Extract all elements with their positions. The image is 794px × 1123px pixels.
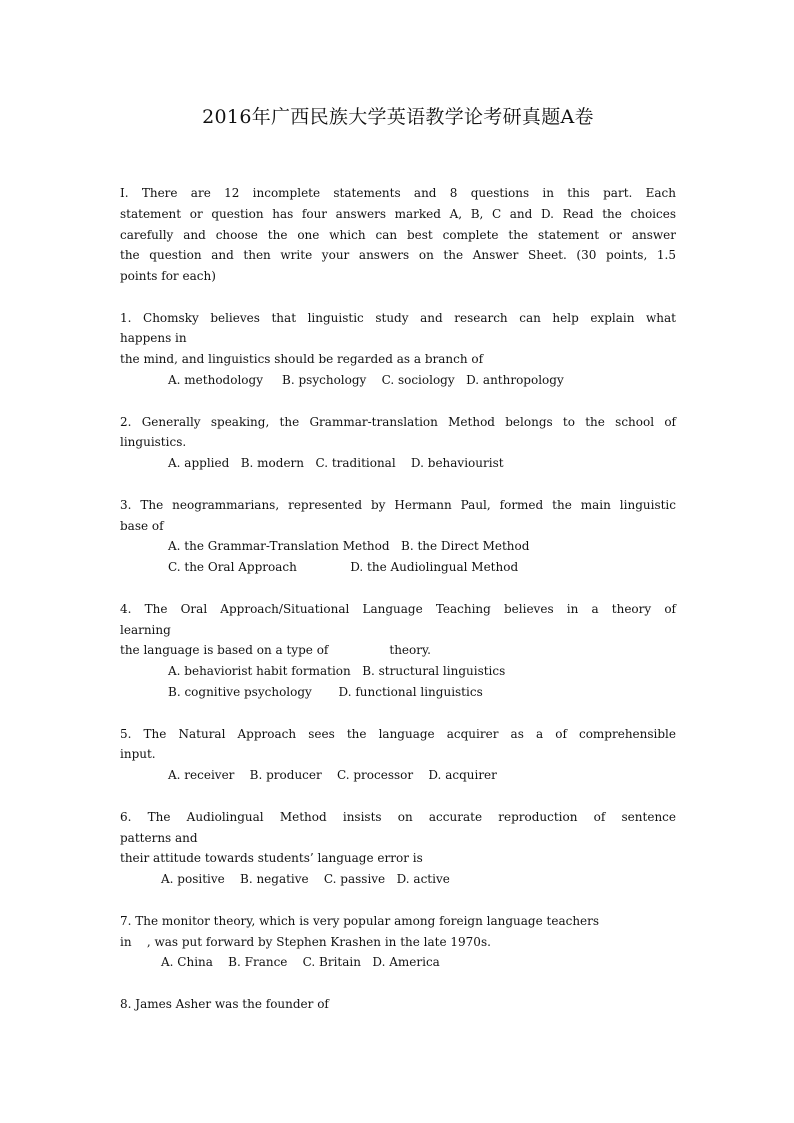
- question-line: patterns and: [120, 831, 198, 845]
- question-line: 7. The monitor theory, which is very popular among foreign language teachers: [120, 914, 600, 928]
- answer-options: A. applied B. modern C. traditional D. behaviourist: [168, 456, 504, 470]
- question-line: 8. James Asher was the founder of: [120, 997, 329, 1011]
- question-line: 4. The Oral Approach/Situational Language Teaching believes in a theory of: [120, 602, 676, 616]
- question-line: in , was put forward by Stephen Krashen in the late 1970s.: [120, 935, 491, 949]
- intro-line: points for each): [120, 269, 216, 283]
- question-line: base of: [120, 519, 164, 533]
- question-line: 6. The Audiolingual Method insists on accurate reproduction of sentence: [120, 810, 676, 824]
- page-title: 2016年广西民族大学英语教学论考研真题A卷: [202, 106, 594, 128]
- intro-line: I. There are 12 incomplete statements and 8 questions in this part. Each: [120, 186, 676, 200]
- question-line: happens in: [120, 331, 187, 345]
- question-line: learning: [120, 623, 171, 637]
- answer-options: B. cognitive psychology D. functional linguistics: [168, 685, 483, 699]
- question-line: the mind, and linguistics should be regarded as a branch of: [120, 352, 484, 366]
- question-line: the language is based on a type of theory.: [120, 643, 431, 657]
- answer-options: C. the Oral Approach D. the Audiolingual Method: [168, 560, 519, 574]
- question-line: 1. Chomsky believes that linguistic study and research can help explain what: [120, 311, 676, 325]
- answer-options: A. positive B. negative C. passive D. active: [161, 872, 450, 886]
- question-line: linguistics.: [120, 435, 187, 449]
- intro-line: statement or question has four answers marked A, B, C and D. Read the choices: [120, 207, 676, 221]
- intro-line: the question and then write your answers on the Answer Sheet. (30 points, 1.5: [120, 248, 676, 262]
- answer-options: A. behaviorist habit formation B. structural linguistics: [168, 664, 506, 678]
- question-line: 3. The neogrammarians, represented by Hermann Paul, formed the main linguistic: [120, 498, 676, 512]
- question-line: 5. The Natural Approach sees the language acquirer as a of comprehensible: [120, 727, 676, 741]
- answer-options: A. methodology B. psychology C. sociology D. anthropology: [168, 373, 564, 387]
- answer-options: A. China B. France C. Britain D. America: [161, 955, 440, 969]
- question-line: their attitude towards students’ language error is: [120, 851, 423, 865]
- question-line: 2. Generally speaking, the Grammar-translation Method belongs to the school of: [120, 415, 676, 429]
- question-line: input.: [120, 747, 156, 761]
- answer-options: A. the Grammar-Translation Method B. the Direct Method: [168, 539, 530, 553]
- answer-options: A. receiver B. producer C. processor D. acquirer: [168, 768, 497, 782]
- intro-line: carefully and choose the one which can best complete the statement or answer: [120, 228, 676, 242]
